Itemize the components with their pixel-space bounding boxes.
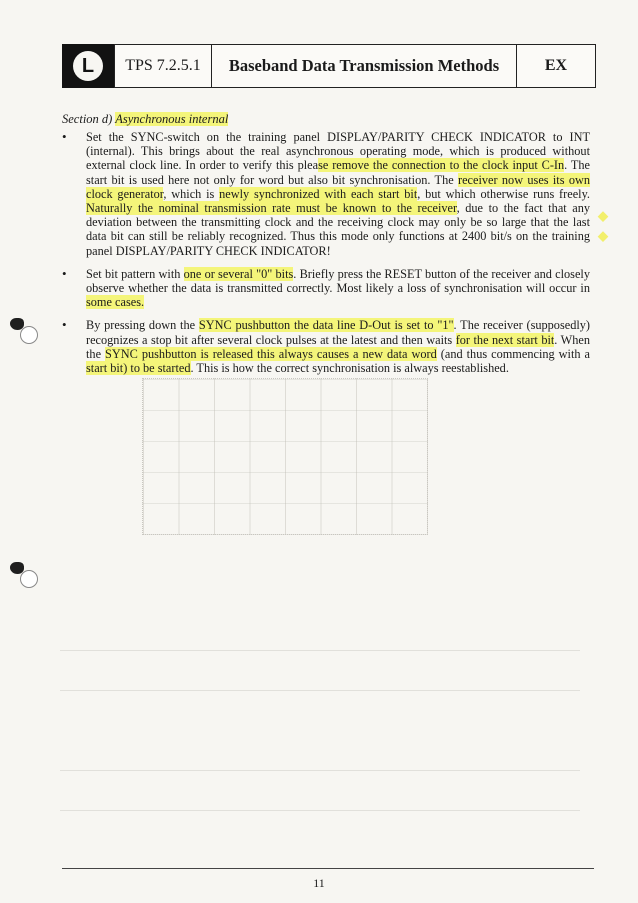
footer-rule (62, 868, 594, 869)
margin-highlight-mark: ◆ ◆ (598, 208, 608, 243)
list-item-text (86, 318, 590, 375)
body-text: (and thus commencing with a (436, 346, 590, 361)
body-text: , which is (163, 186, 220, 201)
highlighted-text: for the next start bit (455, 332, 555, 347)
page-number: 11 (313, 876, 325, 890)
body-text: . The receiver (supposedly) recognizes a stop bit after several clock pulses at the latest and then waits (86, 318, 591, 347)
list-item (62, 318, 590, 375)
body-text: , due to the fact that any deviation between the transmitting clock and the receiving clock may only be so large that the last data bit can still be reliably recognized. Thus this mode only functions at 2400 bit/s on the training panel DISPLAY/PARITY CHECK INDICATOR! (86, 201, 591, 258)
instruction-list (62, 130, 590, 384)
punch-hole-icon (20, 570, 38, 588)
section-highlight: Asynchronous internal (115, 112, 229, 126)
highlighted-text: SYNC pushbutton is released this always causes a new data word (105, 346, 437, 361)
body-text: , but which otherwise runs freely. (417, 186, 591, 201)
body-text: By pressing down the (86, 318, 199, 333)
highlighted-text: receiver now uses its own clock generator (86, 172, 590, 201)
document-title: Baseband Data Transmission Methods (212, 44, 517, 88)
section-prefix: Section d) (62, 112, 116, 126)
body-text: . This is how the correct synchronisation is always reestablished. (190, 361, 509, 376)
body-text: . Briefly press the RESET button of the receiver and closely observe whether the data is transmitted correctly. Most likely a loss of synchronisation will occur in (86, 266, 590, 296)
document-code: TPS 7.2.5.1 (114, 44, 212, 88)
bleed-through-grid (142, 378, 428, 535)
highlighted-text: se remove the connection to the clock input C-In (318, 158, 565, 173)
bleed-through-rule (60, 650, 580, 651)
bullet-icon: • (62, 265, 67, 281)
list-item (62, 267, 590, 310)
highlighted-text: some cases. (86, 295, 145, 310)
document-type-label: EX (517, 44, 596, 88)
bleed-through-rule (60, 770, 580, 771)
list-item (62, 130, 590, 258)
list-item-text (86, 130, 590, 258)
bullet-icon: • (62, 317, 67, 333)
section-heading (62, 112, 228, 127)
body-text: . The start bit is used here not only for word but also bit synchronisation. The (86, 158, 591, 187)
bullet-icon: • (62, 129, 67, 144)
punch-hole-icon (20, 326, 38, 344)
body-text: Set the SYNC-switch on the training panel DISPLAY/PARITY CHECK INDICATOR to INT (internal). This brings about the real asynchronous operating mode, which is produced without external clock line. In order to verify this plea (86, 130, 590, 173)
highlighted-text: start bit) to be started (86, 361, 191, 376)
highlighted-text: SYNC pushbutton the data line D-Out is set to "1" (198, 318, 454, 333)
logo-letter: L (73, 51, 103, 81)
body-text: Set bit pattern with (86, 266, 184, 281)
highlighted-text: one or several "0" bits (183, 266, 294, 281)
bleed-through-rule (60, 690, 580, 691)
list-item-text (86, 267, 590, 310)
lucas-nuelle-logo (62, 44, 114, 88)
highlighted-text: Naturally the nominal transmission rate must be known to the receiver (86, 201, 457, 216)
bleed-through-rule (60, 810, 580, 811)
highlighted-text: newly synchronized with each start bit (219, 186, 418, 201)
page-header (62, 44, 596, 88)
body-text: . When the (86, 332, 590, 361)
